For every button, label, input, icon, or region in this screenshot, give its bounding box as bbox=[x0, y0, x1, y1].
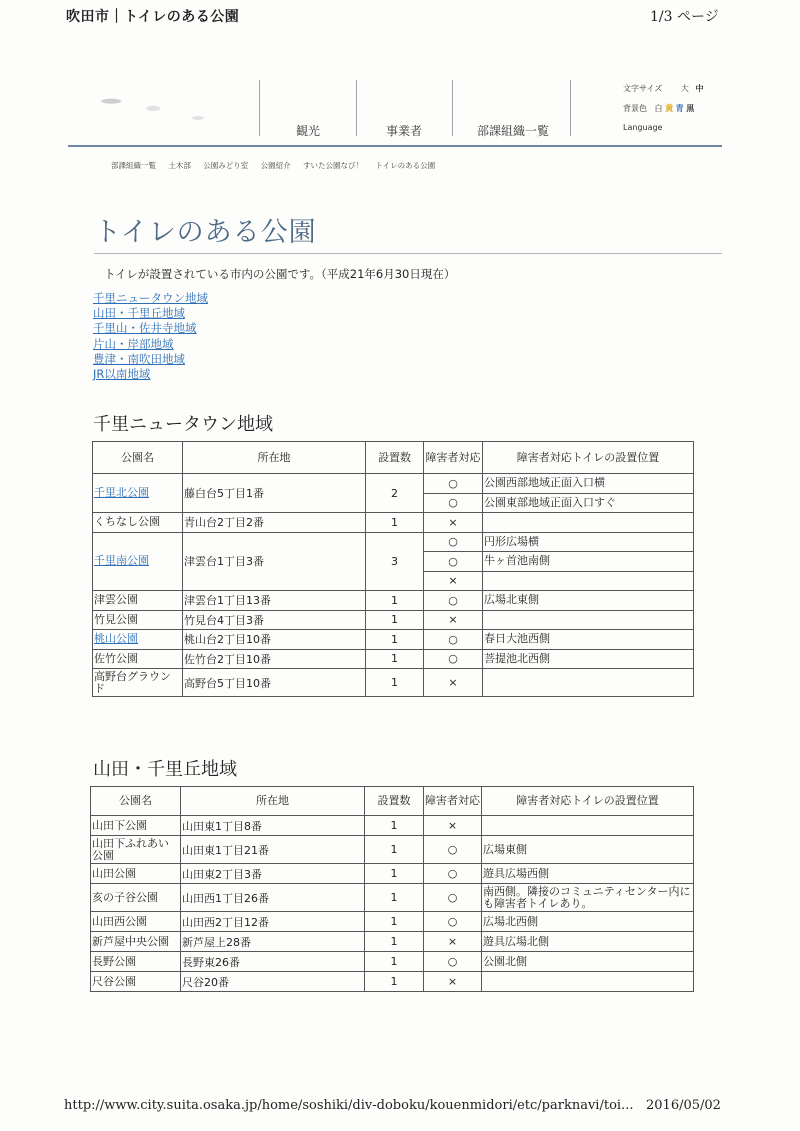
accessible-mark: ○ bbox=[424, 884, 482, 912]
nav-sightseeing[interactable]: 観光 bbox=[296, 124, 321, 138]
park-name: 山田公園 bbox=[92, 866, 136, 880]
park-name-cell bbox=[93, 474, 183, 513]
park-link[interactable]: 千里南公園 bbox=[94, 554, 149, 568]
park-name: 長野公園 bbox=[92, 954, 136, 968]
breadcrumb-item[interactable]: 土木部 bbox=[168, 161, 191, 170]
area-link[interactable]: 千里山・佐井寺地域 bbox=[93, 321, 197, 336]
breadcrumb bbox=[111, 160, 445, 171]
table-row bbox=[93, 630, 694, 650]
area-link[interactable]: 豊津・南吹田地域 bbox=[93, 351, 185, 366]
table-row bbox=[93, 591, 694, 611]
table-row bbox=[93, 669, 694, 697]
toilet-count: 1 bbox=[365, 952, 424, 972]
park-name-cell bbox=[93, 532, 183, 591]
park-name: 尺谷公園 bbox=[92, 974, 136, 988]
accessible-mark: ○ bbox=[424, 474, 483, 494]
nav-separator bbox=[452, 80, 453, 136]
park-address: 藤白台5丁目1番 bbox=[183, 474, 366, 513]
col-header-count: 設置数 bbox=[366, 442, 424, 474]
section-heading: 千里ニュータウン地域 bbox=[93, 414, 273, 435]
park-address: 山田西1丁目26番 bbox=[181, 884, 365, 912]
park-address: 山田東2丁目3番 bbox=[181, 864, 365, 884]
toilet-count: 1 bbox=[365, 836, 424, 864]
park-name-cell bbox=[91, 816, 181, 836]
text-size-large-button[interactable]: 大 bbox=[680, 84, 689, 93]
toilet-count: 1 bbox=[365, 912, 424, 932]
accessible-location bbox=[483, 513, 694, 533]
accessible-location: 広場北西側 bbox=[482, 912, 694, 932]
nav-separator bbox=[570, 80, 571, 136]
toilet-count: 1 bbox=[366, 513, 424, 533]
col-header-count: 設置数 bbox=[365, 787, 424, 816]
park-address: 山田西2丁目12番 bbox=[181, 912, 365, 932]
col-header-accessible: 障害者対応 bbox=[424, 442, 483, 474]
bg-blue-button[interactable]: 青 bbox=[675, 104, 684, 113]
accessible-location bbox=[483, 571, 694, 591]
accessible-mark: ○ bbox=[424, 493, 483, 513]
accessible-mark: × bbox=[424, 571, 483, 591]
bg-yellow-button[interactable]: 黄 bbox=[665, 104, 674, 113]
accessible-location bbox=[482, 816, 694, 836]
park-name: 亥の子谷公園 bbox=[92, 890, 158, 904]
park-name-cell bbox=[91, 912, 181, 932]
table-row bbox=[93, 649, 694, 669]
accessible-mark: × bbox=[424, 513, 483, 533]
accessible-location: 遊具広場西側 bbox=[482, 864, 694, 884]
toilet-count: 1 bbox=[365, 816, 424, 836]
breadcrumb-item[interactable]: すいた公園なび！ bbox=[303, 161, 364, 170]
nav-separator bbox=[356, 80, 357, 136]
park-address: 山田東1丁目21番 bbox=[181, 836, 365, 864]
park-name: 高野台グラウンド bbox=[94, 669, 171, 695]
park-name-cell bbox=[91, 972, 181, 992]
toilet-count: 1 bbox=[366, 669, 424, 697]
area-link[interactable]: 千里ニュータウン地域 bbox=[93, 291, 208, 305]
park-name-cell bbox=[93, 591, 183, 611]
park-name-cell bbox=[93, 610, 183, 630]
accessible-mark: × bbox=[424, 610, 483, 630]
text-size-control bbox=[623, 83, 703, 94]
accessible-location: 遊具広場北側 bbox=[482, 932, 694, 952]
toilet-count: 2 bbox=[366, 474, 424, 513]
accessible-location: 春日大池西側 bbox=[483, 630, 694, 650]
accessible-mark: ○ bbox=[424, 864, 482, 884]
accessible-location: 菩提池北西側 bbox=[483, 649, 694, 669]
park-address: 桃山台2丁目10番 bbox=[183, 630, 366, 650]
col-header-accessible: 障害者対応 bbox=[424, 787, 482, 816]
park-name-cell bbox=[91, 952, 181, 972]
park-address: 尺谷20番 bbox=[181, 972, 365, 992]
park-name-cell bbox=[91, 836, 181, 864]
park-address: 長野東26番 bbox=[181, 952, 365, 972]
park-name: 山田下公園 bbox=[92, 818, 147, 832]
accessible-location: 南西側。隣接のコミュニティセンター内にも障害者トイレあり。 bbox=[482, 884, 694, 912]
table-row bbox=[91, 836, 694, 864]
col-header-location: 障害者対応トイレの設置位置 bbox=[483, 442, 694, 474]
text-size-medium-button[interactable]: 中 bbox=[695, 84, 704, 93]
header-divider bbox=[68, 145, 722, 147]
toilet-count: 1 bbox=[366, 630, 424, 650]
toilet-count: 1 bbox=[366, 610, 424, 630]
park-name: 山田西公園 bbox=[92, 914, 147, 928]
accessible-mark: × bbox=[424, 972, 482, 992]
nav-separator bbox=[259, 80, 260, 136]
accessible-location: 牛ヶ首池南側 bbox=[483, 552, 694, 572]
print-footer-url: http://www.city.suita.osaka.jp/home/soshiki/div-doboku/kouenmidori/etc/parknavi/toi... bbox=[64, 1098, 634, 1113]
park-name-cell bbox=[91, 864, 181, 884]
breadcrumb-current: トイレのある公園 bbox=[375, 161, 436, 170]
table-row bbox=[93, 532, 694, 552]
breadcrumb-item[interactable]: 部課組織一覧 bbox=[111, 161, 156, 170]
toilet-count: 1 bbox=[365, 932, 424, 952]
accessible-mark: ○ bbox=[424, 912, 482, 932]
park-address: 新芦屋上28番 bbox=[181, 932, 365, 952]
accessible-location bbox=[483, 669, 694, 697]
accessible-mark: ○ bbox=[424, 591, 483, 611]
park-name-cell bbox=[93, 630, 183, 650]
accessible-mark: ○ bbox=[424, 532, 483, 552]
park-name: 竹見公園 bbox=[94, 612, 138, 626]
col-header-name: 公園名 bbox=[91, 787, 181, 816]
area-link[interactable]: JR以南地域 bbox=[93, 367, 151, 382]
accessible-mark: × bbox=[424, 816, 482, 836]
park-table bbox=[90, 786, 694, 992]
park-address: 山田東1丁目8番 bbox=[181, 816, 365, 836]
toilet-count: 1 bbox=[365, 884, 424, 912]
park-name: 佐竹公園 bbox=[94, 651, 138, 665]
page-title: トイレのある公園 bbox=[94, 217, 317, 248]
toilet-count: 1 bbox=[366, 649, 424, 669]
accessible-location: 公園北側 bbox=[482, 952, 694, 972]
accessible-mark: ○ bbox=[424, 649, 483, 669]
site-logo[interactable] bbox=[86, 82, 226, 130]
park-address: 青山台2丁目2番 bbox=[183, 513, 366, 533]
park-name-cell bbox=[93, 669, 183, 697]
accessible-mark: ○ bbox=[424, 552, 483, 572]
bg-color-label: 背景色 bbox=[623, 104, 647, 113]
language-link[interactable]: Language bbox=[623, 123, 663, 132]
accessible-location bbox=[482, 972, 694, 992]
area-link[interactable]: 片山・岸部地域 bbox=[93, 336, 174, 351]
accessible-mark: ○ bbox=[424, 836, 482, 864]
park-address: 高野台5丁目10番 bbox=[183, 669, 366, 697]
accessible-mark: × bbox=[424, 932, 482, 952]
nav-departments[interactable]: 部課組織一覧 bbox=[477, 124, 550, 138]
section-heading: 山田・千里丘地域 bbox=[93, 759, 237, 780]
park-address: 竹見台4丁目3番 bbox=[183, 610, 366, 630]
print-footer-date: 2016/05/02 bbox=[646, 1098, 721, 1113]
accessible-location bbox=[483, 610, 694, 630]
col-header-address: 所在地 bbox=[181, 787, 365, 816]
toilet-count: 1 bbox=[365, 864, 424, 884]
toilet-count: 1 bbox=[366, 591, 424, 611]
breadcrumb-item[interactable]: 公園みどり室 bbox=[203, 161, 249, 170]
col-header-address: 所在地 bbox=[183, 442, 366, 474]
bg-black-button[interactable]: 黒 bbox=[686, 104, 695, 113]
park-address: 津雲台1丁目3番 bbox=[183, 532, 366, 591]
park-name: 山田下ふれあい公園 bbox=[92, 836, 169, 862]
accessible-location: 公園東部地域正面入口すぐ bbox=[483, 493, 694, 513]
park-link[interactable]: 桃山公園 bbox=[94, 632, 138, 646]
accessible-location: 円形広場横 bbox=[483, 532, 694, 552]
park-address: 津雲台1丁目13番 bbox=[183, 591, 366, 611]
accessible-location: 広場北東側 bbox=[483, 591, 694, 611]
toilet-count: 1 bbox=[365, 972, 424, 992]
accessible-location: 広場東側 bbox=[482, 836, 694, 864]
park-name: 津雲公園 bbox=[94, 593, 138, 607]
bg-color-control bbox=[623, 103, 694, 114]
accessible-mark: ○ bbox=[424, 630, 483, 650]
accessible-mark: ○ bbox=[424, 952, 482, 972]
bg-white-button[interactable]: 白 bbox=[654, 104, 663, 113]
table-row bbox=[93, 610, 694, 630]
table-row bbox=[91, 912, 694, 932]
breadcrumb-item[interactable]: 公園紹介 bbox=[260, 161, 291, 170]
park-name-cell bbox=[93, 513, 183, 533]
park-address: 佐竹台2丁目10番 bbox=[183, 649, 366, 669]
table-row bbox=[91, 864, 694, 884]
accessible-location: 公園西部地域正面入口横 bbox=[483, 474, 694, 494]
table-row bbox=[91, 972, 694, 992]
col-header-location: 障害者対応トイレの設置位置 bbox=[482, 787, 694, 816]
park-name: くちなし公園 bbox=[94, 515, 160, 529]
table-row bbox=[91, 816, 694, 836]
title-divider bbox=[94, 253, 722, 254]
park-table bbox=[92, 441, 694, 697]
table-row bbox=[91, 952, 694, 972]
park-name-cell bbox=[93, 649, 183, 669]
nav-business[interactable]: 事業者 bbox=[386, 124, 423, 138]
accessible-mark: × bbox=[424, 669, 483, 697]
print-page-number: 1/3 ページ bbox=[650, 9, 719, 25]
park-name-cell bbox=[91, 932, 181, 952]
table-row bbox=[91, 932, 694, 952]
park-name-cell bbox=[91, 884, 181, 912]
area-link-list bbox=[93, 291, 208, 382]
park-name: 新芦屋中央公園 bbox=[92, 934, 169, 948]
text-size-label: 文字サイズ bbox=[623, 84, 663, 93]
table-row bbox=[91, 884, 694, 912]
table-row bbox=[93, 513, 694, 533]
area-link[interactable]: 山田・千里丘地域 bbox=[93, 306, 185, 321]
table-row bbox=[93, 474, 694, 494]
print-page-title: 吹田市｜トイレのある公園 bbox=[66, 9, 240, 25]
intro-text: トイレが設置されている市内の公園です。（平成21年6月30日現在） bbox=[104, 267, 456, 281]
toilet-count: 3 bbox=[366, 532, 424, 591]
park-link[interactable]: 千里北公園 bbox=[94, 486, 149, 499]
col-header-name: 公園名 bbox=[93, 442, 183, 474]
